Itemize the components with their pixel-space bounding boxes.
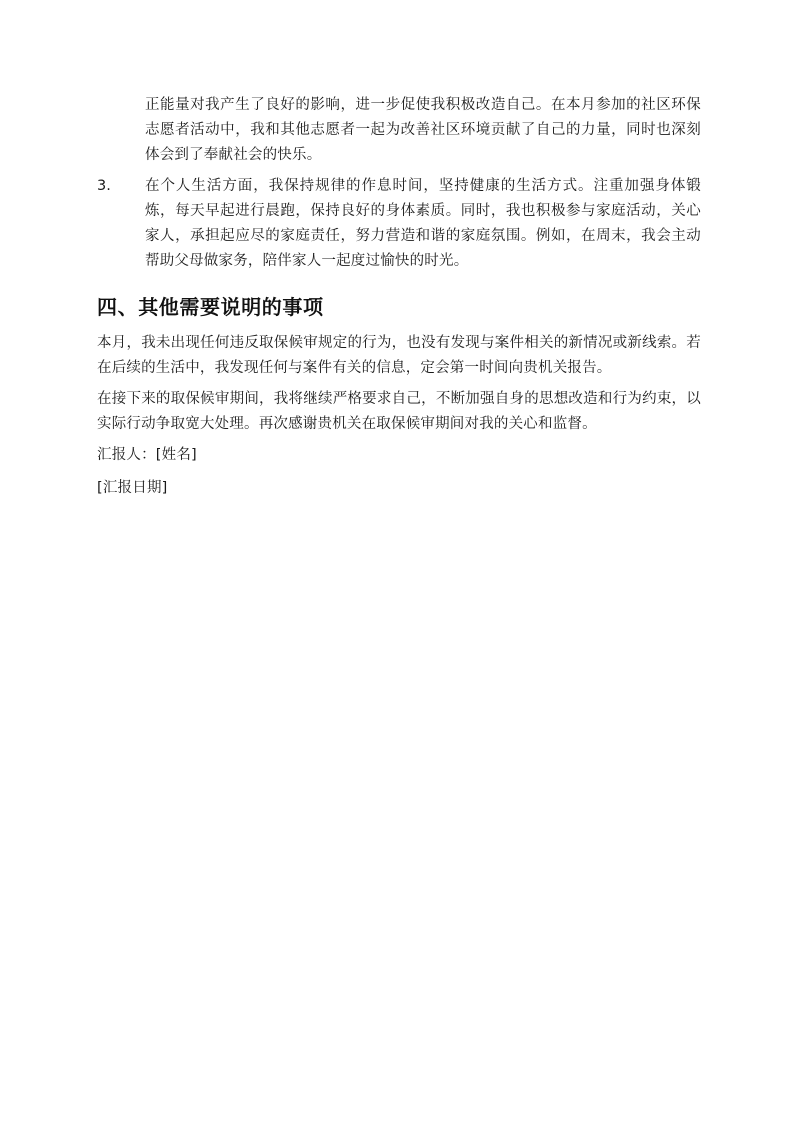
list-item-2-continuation: 正能量对我产生了良好的影响，进一步促使我积极改造自己。在本月参加的社区环保志愿者活动中，我和其他志愿者一起为改善社区环境贡献了自己的力量，同时也深刻体会到了奉献社会的快乐。 xyxy=(145,97,701,163)
paragraph-commitment: 在接下来的取保候审期间，我将继续严格要求自己，不断加强自身的思想改造和行为约束，以实际行动争取宽大处理。再次感谢贵机关在取保候审期间对我的关心和监督。 xyxy=(97,391,701,432)
paragraph-no-violations: 本月，我未出现任何违反取保候审规定的行为，也没有发现与案件相关的新情况或新线索。若在后续的生活中，我发现任何与案件有关的信息，定会第一时间向贵机关报告。 xyxy=(97,335,701,376)
report-date: [汇报日期] xyxy=(97,480,168,496)
reporter-signature: 汇报人：[姓名] xyxy=(97,447,197,463)
list-item-text: 在个人生活方面，我保持规律的作息时间，坚持健康的生活方式。注重加强身体锻炼，每天早起进行晨跑，保持良好的身体素质。同时，我也积极参与家庭活动，关心家人，承担起应尽的家庭责任，努力营造和谐的家庭氛围。例如，在周末，我会主动帮助父母做家务，陪伴家人一起度过愉快的时光。 xyxy=(145,178,701,269)
list-item-number: 3. xyxy=(97,178,111,194)
section-heading: 四、其他需要说明的事项 xyxy=(97,295,324,319)
